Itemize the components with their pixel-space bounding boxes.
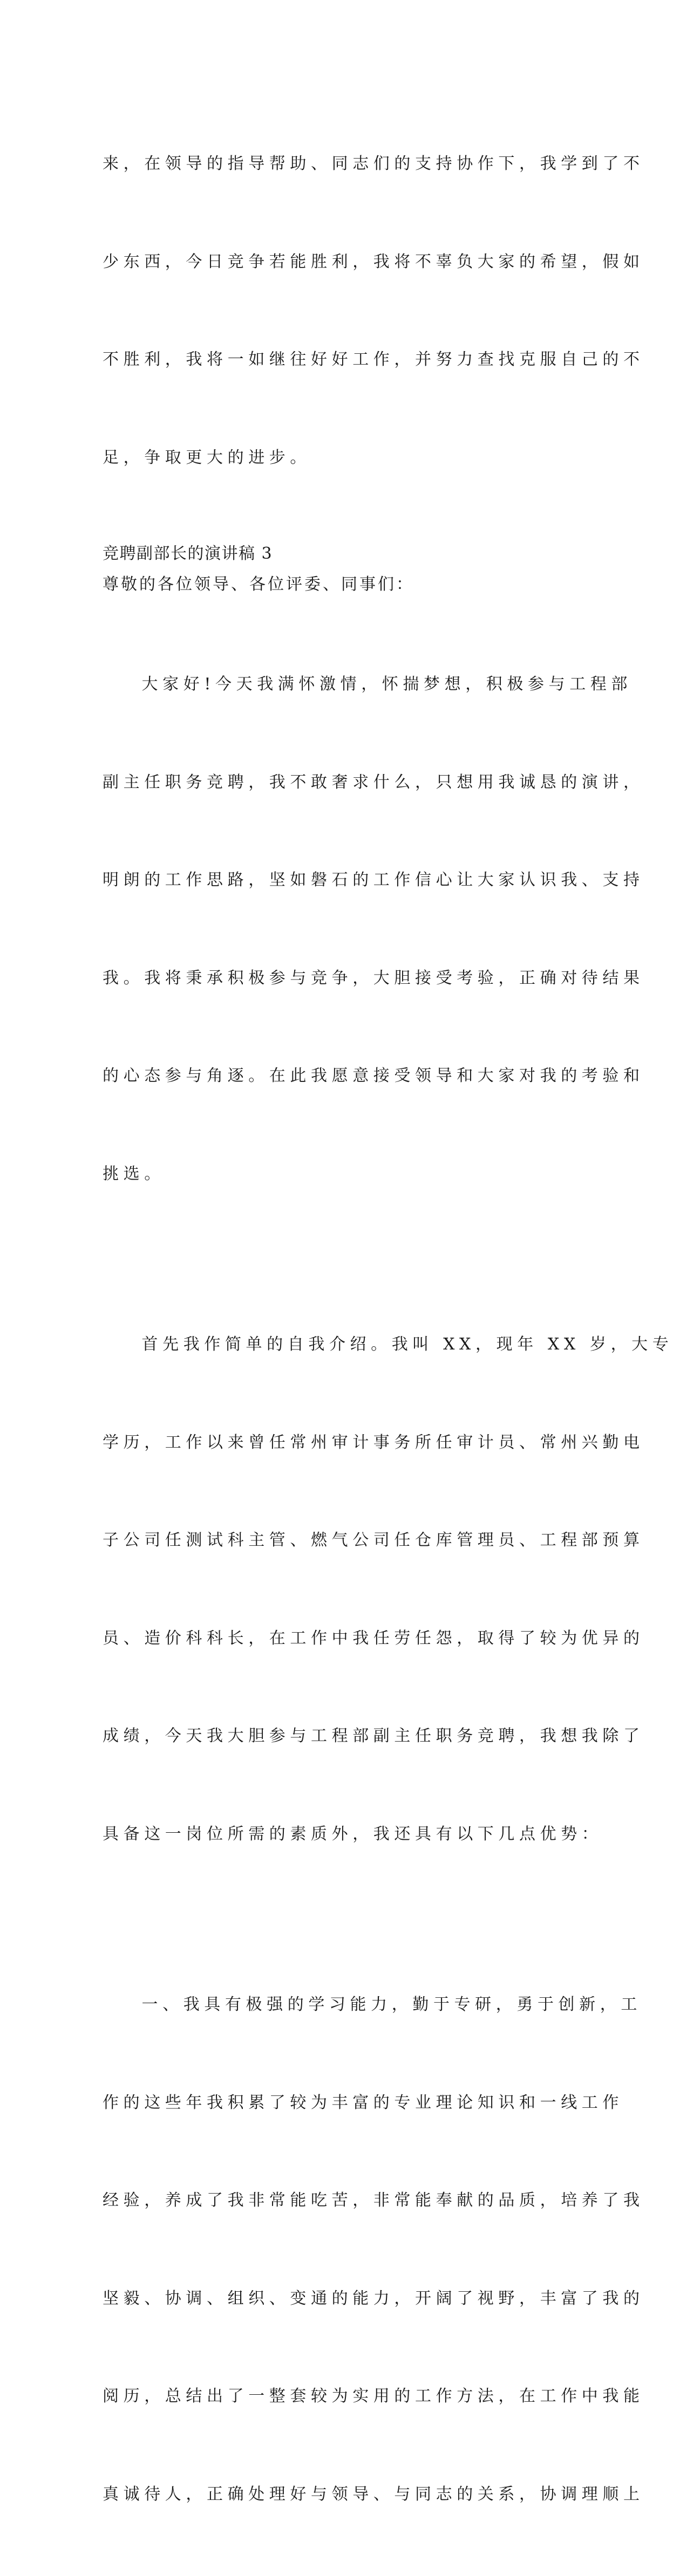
text-line: 学历，工作以来曾任常州审计事务所任审计员、常州兴勤电	[103, 1433, 644, 1452]
paragraph-self-introduction	[103, 1263, 673, 1916]
text-line: 阅历，总结出了一整套较为实用的工作方法，在工作中我能	[103, 2387, 644, 2406]
paragraph-greeting	[103, 603, 644, 1256]
text-line: 大家好!今天我满怀激情，怀揣梦想，积极参与工程部	[103, 675, 632, 694]
text-line: 经验，养成了我非常能吃苦，非常能奉献的品质，培养了我	[103, 2191, 644, 2210]
text-line: 子公司任测试科主管、燃气公司任仓库管理员、工程部预算	[103, 1531, 644, 1550]
paragraph-gap	[103, 1256, 577, 1263]
text-line: 的心态参与角逐。在此我愿意接受领导和大家对我的考验和	[103, 1066, 644, 1085]
text-line: 首先我作简单的自我介绍。我叫 XX，现年 XX 岁，大专	[103, 1335, 673, 1354]
text-line: 一、我具有极强的学习能力，勤于专研，勇于创新，工	[103, 1995, 642, 2014]
text-line: 员、造价科科长，在工作中我任劳任怨，取得了较为优异的	[103, 1628, 644, 1648]
text-line: 挑选。	[103, 1164, 165, 1183]
text-line: 明朗的工作思路，坚如磐石的工作信心让大家认识我、支持	[103, 871, 644, 889]
text-line: 坚毅、协调、组织、变通的能力，开阔了视野，丰富了我的	[103, 2289, 644, 2308]
text-line: 少东西，今日竞争若能胜利，我将不辜负大家的希望，假如	[103, 252, 644, 271]
text-line: 足，争取更大的进步。	[103, 448, 311, 467]
text-line: 具备这一岗位所需的素质外，我还具有以下几点优势：	[103, 1824, 603, 1844]
salutation: 尊敬的各位领导、各位评委、同事们：	[103, 575, 414, 594]
paragraph-continuation	[103, 83, 644, 539]
text-line: 成绩，今天我大胆参与工程部副主任职务竞聘，我想我除了	[103, 1727, 644, 1745]
section-title: 竞聘副部长的演讲稿 3	[103, 544, 273, 563]
text-line: 我。我将秉承积极参与竞争，大胆接受考验，正确对待结果	[103, 968, 644, 988]
paragraph-gap	[103, 1916, 577, 1923]
text-line: 来，在领导的指导帮助、同志们的支持协作下，我学到了不	[103, 154, 644, 173]
text-line: 不胜利，我将一如继往好好工作，并努力查找克服自己的不	[103, 350, 644, 369]
document-body	[103, 83, 673, 2576]
text-line: 真诚待人，正确处理好与领导、与同志的关系，协调理顺上	[103, 2484, 644, 2504]
text-line: 副主任职务竞聘，我不敢奢求什么，只想用我诚恳的演讲，	[103, 772, 644, 792]
text-line: 作的这些年我积累了较为丰富的专业理论知识和一线工作	[103, 2093, 623, 2112]
paragraph-advantage-one	[103, 1923, 644, 2576]
